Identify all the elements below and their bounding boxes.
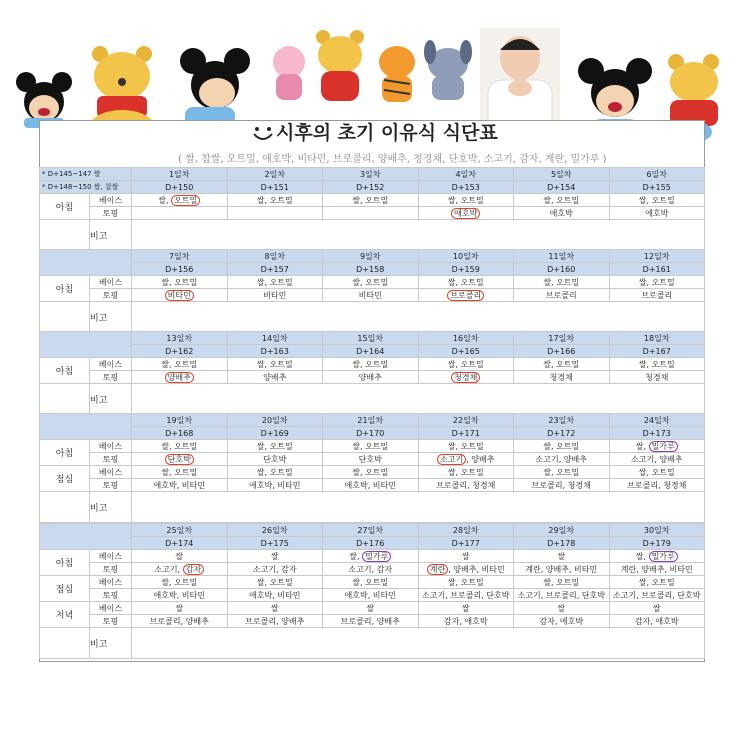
base-cell: 쌀, 오트밀 (132, 358, 228, 371)
note-row (40, 302, 705, 333)
base-cell: 쌀, 오트밀 (323, 466, 419, 479)
topping-cell: 소고기, 브로콜리, 단호박 (514, 589, 610, 602)
dplus-label: D+164 (323, 345, 419, 358)
meal-row-base (40, 550, 705, 563)
topping-cell: 소고기 , 양배추 (418, 453, 514, 466)
base-cell: 쌀, 오트밀 (227, 194, 323, 207)
base-cell: 쌀, 오트밀 (609, 466, 705, 479)
base-cell: 쌀, 오트밀 (609, 576, 705, 589)
note-label: 비고 (90, 628, 132, 659)
dplus-label: D+168 (132, 427, 228, 440)
base-cell: 쌀, 오트밀 (323, 276, 419, 289)
topping-cell: 청경채 (514, 371, 610, 384)
day-label: 23일차 (514, 414, 610, 427)
base-cell: 쌀 (132, 602, 228, 615)
note-cell (132, 384, 705, 415)
topping-cell: 감자, 애호박 (418, 615, 514, 628)
highlight-circle: 애호박 (451, 208, 480, 219)
dplus-label: D+175 (227, 537, 323, 550)
base-cell: 쌀, 오트밀 (227, 276, 323, 289)
meal-row-base (40, 576, 705, 589)
topping-cell: 소고기, 감자 (227, 563, 323, 576)
topping-cell: 애호박 (514, 207, 610, 220)
dplus-label: D+162 (132, 345, 228, 358)
day-label: 5일차 (514, 168, 610, 181)
highlight-circle: 소고기 (437, 454, 466, 465)
eeyore-sticker (418, 38, 478, 103)
day-label: 22일차 (418, 414, 514, 427)
meal-row-base (40, 466, 705, 479)
week-table (39, 249, 705, 333)
day-label: 21일차 (323, 414, 419, 427)
dplus-row (40, 427, 705, 440)
note-row (40, 384, 705, 415)
dplus-row (40, 345, 705, 358)
note-label: 비고 (90, 492, 132, 523)
meal-row-topping (40, 207, 705, 220)
day-label: 1일차 (132, 168, 228, 181)
highlight-circle: 양배추 (165, 372, 194, 383)
meal-row-base (40, 440, 705, 453)
topping-cell: 계란, 양배추, 비타민 (514, 563, 610, 576)
day-label: 12일차 (609, 250, 705, 263)
day-label: 15일차 (323, 332, 419, 345)
topping-cell: 브로콜리, 양배추 (323, 615, 419, 628)
note-label: 비고 (90, 220, 132, 251)
dplus-label: D+176 (323, 537, 419, 550)
topping-cell (418, 371, 514, 384)
base-cell: 쌀, 오트밀 (514, 466, 610, 479)
day-row (40, 524, 705, 537)
dplus-label: D+157 (227, 263, 323, 276)
topping-cell: 애호박, 비타민 (227, 589, 323, 602)
meal-row-topping (40, 453, 705, 466)
highlight-circle: 단호박 (165, 454, 194, 465)
day-row (40, 168, 705, 181)
dplus-row (40, 263, 705, 276)
base-cell: 쌀, 오트밀 (418, 276, 514, 289)
topping-cell: 소고기, 양배추 (514, 453, 610, 466)
row-label-topping: 토핑 (90, 289, 132, 302)
row-label-base: 베이스 (90, 550, 132, 563)
day-label: 27일차 (323, 524, 419, 537)
note-cell (132, 628, 705, 659)
meal-row-topping (40, 289, 705, 302)
day-row (40, 332, 705, 345)
highlight-circle: 밀가루 (649, 551, 678, 562)
highlight-circle: 밀가루 (649, 441, 678, 452)
week-table (39, 331, 705, 415)
dplus-label: D+169 (227, 427, 323, 440)
dplus-label: D+166 (514, 345, 610, 358)
topping-cell (418, 289, 514, 302)
row-label-topping: 토핑 (90, 615, 132, 628)
page-title: 시후의 초기 이유식 식단표 (276, 122, 498, 144)
base-cell: 쌀, 오트밀 (418, 440, 514, 453)
base-cell: 쌀, 오트밀 (323, 576, 419, 589)
base-cell: 쌀 (418, 602, 514, 615)
row-label-topping: 토핑 (90, 371, 132, 384)
day-label: 29일차 (514, 524, 610, 537)
meal-label: 아침 (40, 358, 90, 384)
dplus-label: D+171 (418, 427, 514, 440)
base-cell: 쌀, 오트밀 (132, 576, 228, 589)
meal-row-topping (40, 589, 705, 602)
topping-cell: 계란, 양배추, 비타민 (609, 563, 705, 576)
highlight-circle: 계란 (427, 564, 448, 575)
base-cell: 쌀 (227, 602, 323, 615)
meal-label: 아침 (40, 550, 90, 576)
day-label: 16일차 (418, 332, 514, 345)
base-cell: 쌀, 오트밀 (323, 358, 419, 371)
topping-cell: 청경채 (609, 371, 705, 384)
meal-row-base (40, 358, 705, 371)
day-label: 13일차 (132, 332, 228, 345)
meal-label: 점심 (40, 576, 90, 602)
base-cell: 쌀, 오트밀 (514, 194, 610, 207)
base-cell: 쌀, 오트밀 (132, 466, 228, 479)
topping-cell: 브로콜리 (514, 289, 610, 302)
topping-cell: 소고기, 브로콜리, 단호박 (609, 589, 705, 602)
topping-cell: 브로콜리 (609, 289, 705, 302)
base-cell: 쌀 (514, 550, 610, 563)
dplus-label: D+161 (609, 263, 705, 276)
topping-cell (418, 207, 514, 220)
dplus-label: D+163 (227, 345, 323, 358)
note-label: 비고 (90, 384, 132, 415)
day-label: 24일차 (609, 414, 705, 427)
base-cell: 쌀 (418, 550, 514, 563)
topping-cell: 브로콜리, 양배추 (227, 615, 323, 628)
day-label: 6일차 (609, 168, 705, 181)
day-label: 8일차 (227, 250, 323, 263)
dplus-label: D+165 (418, 345, 514, 358)
day-label: 30일차 (609, 524, 705, 537)
base-cell: 쌀, 오트밀 (514, 276, 610, 289)
dplus-row (40, 537, 705, 550)
base-cell: 쌀, 오트밀 (227, 358, 323, 371)
base-cell: 쌀, 오트밀 (227, 576, 323, 589)
dplus-label: D+152 (323, 181, 419, 194)
day-label: 9일차 (323, 250, 419, 263)
pooh-sticker-center (305, 25, 375, 115)
dplus-label: D+179 (609, 537, 705, 550)
dplus-label: D+160 (514, 263, 610, 276)
base-cell: 쌀, 오트밀 (132, 440, 228, 453)
note-row (40, 492, 705, 523)
day-label: 11일차 (514, 250, 610, 263)
topping-cell (132, 289, 228, 302)
topping-cell: 계란 , 양배추, 비타민 (418, 563, 514, 576)
meal-row-topping (40, 563, 705, 576)
topping-cell: 애호박, 비타민 (227, 479, 323, 492)
note-label: 비고 (90, 302, 132, 333)
day-label: 4일차 (418, 168, 514, 181)
dplus-label: D+154 (514, 181, 610, 194)
topping-cell (132, 207, 228, 220)
week-table (39, 167, 705, 251)
tigger-sticker (370, 40, 425, 105)
topping-cell: 브로콜리, 청경채 (609, 479, 705, 492)
row-label-topping: 토핑 (90, 453, 132, 466)
base-cell: 쌀 (227, 550, 323, 563)
topping-cell (323, 207, 419, 220)
base-cell: 쌀, 오트밀 (514, 440, 610, 453)
topping-cell: 소고기, 브로콜리, 단호박 (418, 589, 514, 602)
dplus-label: D+153 (418, 181, 514, 194)
day-label: 25일차 (132, 524, 228, 537)
day-label: 14일차 (227, 332, 323, 345)
topping-cell: 애호박 (609, 207, 705, 220)
base-cell: 쌀, 오트밀 (323, 194, 419, 207)
topping-cell (227, 207, 323, 220)
legend-line: * D+145~147 쌀 (40, 168, 132, 181)
base-cell: 쌀, 오트밀 (418, 466, 514, 479)
topping-cell (132, 453, 228, 466)
dplus-label: D+156 (132, 263, 228, 276)
highlight-circle: 감자 (183, 564, 204, 575)
header-blank (40, 524, 132, 550)
header-blank (40, 332, 132, 358)
legend-line: * D+148~150 쌀, 찹쌀 (40, 181, 132, 194)
topping-cell (132, 371, 228, 384)
highlight-circle: 밀가루 (362, 551, 391, 562)
dplus-label: D+172 (514, 427, 610, 440)
topping-cell: 브로콜리, 청경채 (418, 479, 514, 492)
row-label-base: 베이스 (90, 602, 132, 615)
topping-cell: 단호박 (227, 453, 323, 466)
base-cell: 쌀, 오트밀 (609, 358, 705, 371)
header-blank (40, 250, 132, 276)
meal-row-topping (40, 479, 705, 492)
day-row (40, 414, 705, 427)
topping-cell: 비타민 (323, 289, 419, 302)
topping-cell: 브로콜리, 청경채 (514, 479, 610, 492)
base-cell: 쌀, 오트밀 (609, 276, 705, 289)
base-cell: 쌀 (323, 602, 419, 615)
highlight-circle: 비타민 (165, 290, 194, 301)
meal-row-base (40, 276, 705, 289)
dplus-label: D+177 (418, 537, 514, 550)
day-label: 26일차 (227, 524, 323, 537)
day-label: 17일차 (514, 332, 610, 345)
highlight-circle: 청경채 (451, 372, 480, 383)
dplus-label: D+167 (609, 345, 705, 358)
dplus-label: D+155 (609, 181, 705, 194)
base-cell: 쌀, 밀가루 (323, 550, 419, 563)
row-label-topping: 토핑 (90, 589, 132, 602)
dplus-label: D+170 (323, 427, 419, 440)
base-cell: 쌀, 오트밀 (418, 576, 514, 589)
meal-row-topping (40, 371, 705, 384)
day-row (40, 250, 705, 263)
base-cell: 쌀 (132, 550, 228, 563)
dplus-label: D+150 (132, 181, 228, 194)
topping-cell: 애호박, 비타민 (132, 589, 228, 602)
topping-cell: 애호박, 비타민 (323, 479, 419, 492)
base-cell: 쌀, 오트밀 (323, 440, 419, 453)
highlight-circle: 브로콜리 (447, 290, 484, 301)
row-label-topping: 토핑 (90, 563, 132, 576)
day-label: 7일차 (132, 250, 228, 263)
row-label-topping: 토핑 (90, 479, 132, 492)
ingredient-list: ( 쌀, 찹쌀, 오트밀, 애호박, 비타민, 브로콜리, 양배추, 청경채, 단호박, 소고기, 감자, 계란, 밀가루 ) (178, 154, 607, 165)
day-label: 2일차 (227, 168, 323, 181)
topping-cell: 소고기, 감자 (132, 563, 228, 576)
topping-cell: 비타민 (227, 289, 323, 302)
base-cell: 쌀, 밀가루 (609, 440, 705, 453)
base-cell: 쌀, 오트밀 (227, 440, 323, 453)
note-row (40, 220, 705, 251)
meal-row-topping (40, 615, 705, 628)
dplus-row (40, 181, 705, 194)
header-blank (40, 414, 132, 440)
topping-cell: 소고기, 감자 (323, 563, 419, 576)
base-cell: 쌀, 오트밀 (418, 358, 514, 371)
row-label-base: 베이스 (90, 466, 132, 479)
meal-row-base (40, 194, 705, 207)
row-label-base: 베이스 (90, 358, 132, 371)
meal-row-base (40, 602, 705, 615)
dplus-label: D+151 (227, 181, 323, 194)
row-label-topping: 토핑 (90, 207, 132, 220)
meal-label: 아침 (40, 194, 90, 220)
base-cell: 쌀, 밀가루 (609, 550, 705, 563)
dplus-label: D+158 (323, 263, 419, 276)
topping-cell: 애호박, 비타민 (132, 479, 228, 492)
base-cell: 쌀 (514, 602, 610, 615)
dplus-label: D+178 (514, 537, 610, 550)
highlight-circle: 오트밀 (171, 195, 200, 206)
day-label: 3일차 (323, 168, 419, 181)
note-row (40, 628, 705, 659)
topping-cell: 양배추 (227, 371, 323, 384)
topping-cell: 감자, 애호박 (609, 615, 705, 628)
meal-label: 아침 (40, 440, 90, 466)
week-table (39, 523, 705, 659)
day-label: 10일차 (418, 250, 514, 263)
week-table (39, 413, 705, 523)
topping-cell: 소고기, 양배추 (609, 453, 705, 466)
topping-cell: 단호박 (323, 453, 419, 466)
base-cell: 쌀, 오트밀 (514, 358, 610, 371)
dplus-label: D+159 (418, 263, 514, 276)
topping-cell: 브로콜리, 양배추 (132, 615, 228, 628)
base-cell: 쌀, 오트밀 (609, 194, 705, 207)
topping-cell: 감자, 애호박 (514, 615, 610, 628)
row-label-base: 베이스 (90, 276, 132, 289)
day-label: 18일차 (609, 332, 705, 345)
dplus-label: D+174 (132, 537, 228, 550)
note-cell (132, 220, 705, 251)
meal-label: 점심 (40, 466, 90, 492)
base-cell: 쌀, 오트밀 (514, 576, 610, 589)
topping-cell: 애호박, 비타민 (323, 589, 419, 602)
note-cell (132, 302, 705, 333)
base-cell: 쌀, 오트밀 (132, 276, 228, 289)
day-label: 28일차 (418, 524, 514, 537)
base-cell: 쌀 (609, 602, 705, 615)
row-label-base: 베이스 (90, 576, 132, 589)
topping-cell: 양배추 (323, 371, 419, 384)
note-cell (132, 492, 705, 523)
day-label: 19일차 (132, 414, 228, 427)
dplus-label: D+173 (609, 427, 705, 440)
day-label: 20일차 (227, 414, 323, 427)
row-label-base: 베이스 (90, 440, 132, 453)
base-cell: 쌀, 오트밀 (227, 466, 323, 479)
meal-label: 아침 (40, 276, 90, 302)
meal-label: 저녁 (40, 602, 90, 628)
base-cell: 쌀, 오트밀 (132, 194, 228, 207)
base-cell: 쌀, 오트밀 (418, 194, 514, 207)
row-label-base: 베이스 (90, 194, 132, 207)
